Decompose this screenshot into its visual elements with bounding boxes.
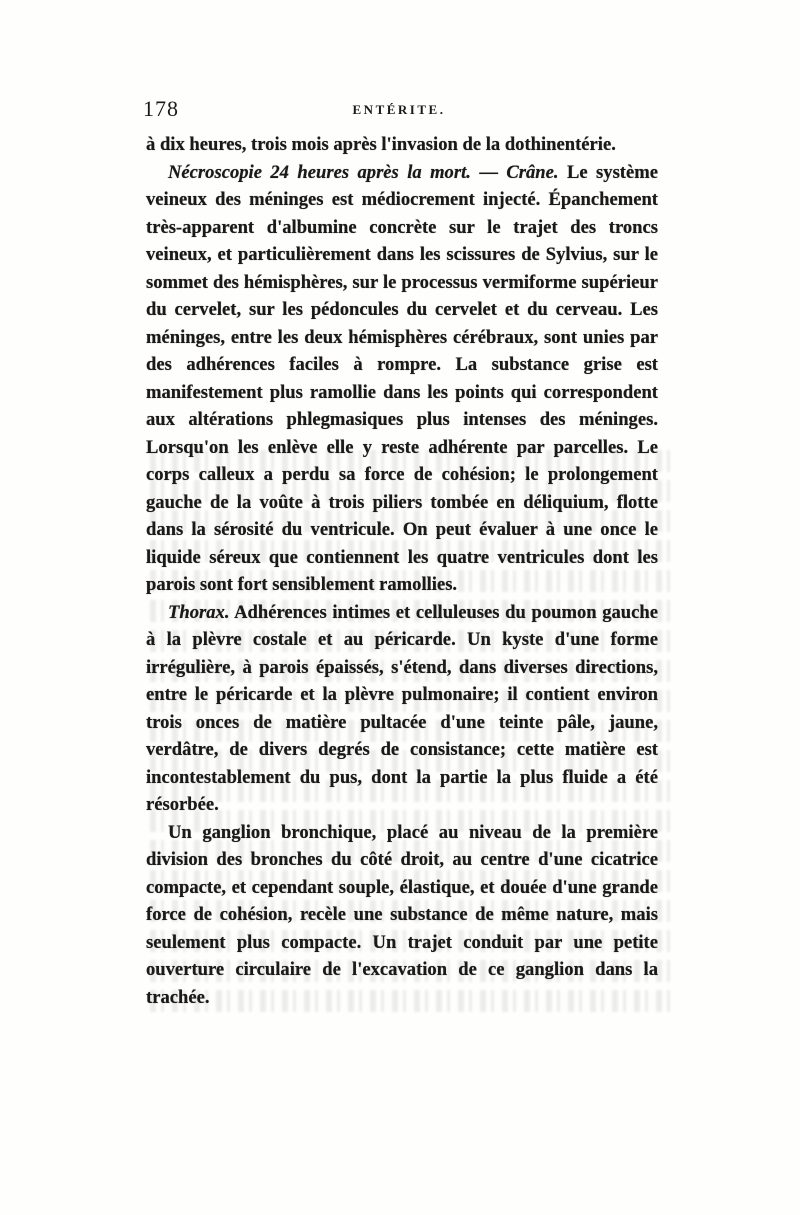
paragraph-necroscopie xyxy=(146,159,658,599)
page-header xyxy=(143,96,655,126)
necroscopie-text: Le système veineux des méninges est médiocrement injecté. Épanchement très-apparent d'albumine concrète sur le trajet des troncs veineux, et particulièrement dans les scissures de Sylvius, sur le sommet des hémisphères, sur le processus vermiforme supérieur du cervelet, sur les pédoncules du cervelet et du cerveau. Les méninges, entre les deux hémisphères cérébraux, sont unies par des adhérences faciles à rompre. La substance grise est manifestement plus ramollie dans les points qui correspondent aux altérations phlegmasiques plus intenses des méninges. Lorsqu'on les enlève elle y reste adhérente par parcelles. Le corps calleux a perdu sa force de cohésion; le prolongement gauche de la voûte à trois piliers tombée en déliquium, flotte dans la sérosité du ventricule. On peut évaluer à une once le liquide séreux que contiennent les quatre ventricules dont les parois sont fort sensiblement ramollies. xyxy=(146,161,658,595)
em-dash: — xyxy=(470,161,507,183)
paragraph-thorax xyxy=(146,599,658,819)
page-number: 178 xyxy=(143,96,179,121)
thorax-text: Adhérences intimes et celluleuses du poumon gauche à la plèvre costale et au péricarde. Un kyste d'une forme irrégulière, à parois épaissés, s'étend, dans diverses directions, entre le péricarde et la plèvre pulmonaire; il contient environ trois onces de matière pultacée d'une teinte pâle, jaune, verdâtre, de divers degrés de consistance; cette matière est incontestablement du pus, dont la partie la plus fluide a été résorbée. xyxy=(146,601,658,815)
running-head: ENTÉRITE. xyxy=(352,102,446,117)
necroscopie-heading: Nécroscopie 24 heures après la mort. xyxy=(168,161,471,183)
thorax-heading: Thorax. xyxy=(168,601,230,623)
body-text xyxy=(146,131,658,1011)
crane-heading: Crâne. xyxy=(506,161,559,183)
paragraph-ganglion: Un ganglion bronchique, placé au niveau de la première division des bronches du côté droit, au centre d'une cicatrice compacte, et cependant souple, élastique, et douée d'une grande force de cohésion, recèle une substance de même nature, mais seulement plus compacte. Un trajet conduit par une petite ouverture circulaire de l'excavation de ce ganglion dans la trachée. xyxy=(146,821,658,1008)
paragraph-continuation: à dix heures, trois mois après l'invasion de la dothinentérie. xyxy=(146,134,616,155)
